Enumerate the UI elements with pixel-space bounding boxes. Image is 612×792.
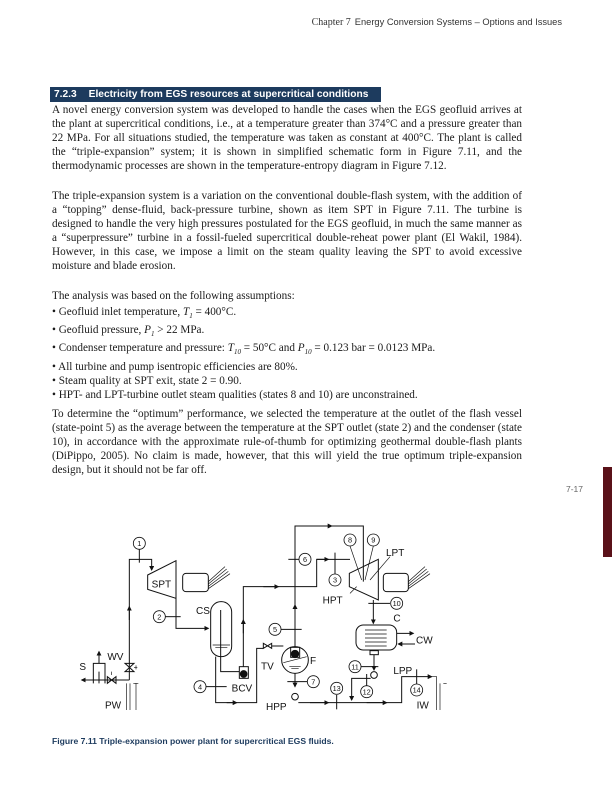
state-label: 11 <box>351 662 359 672</box>
label-wv: WV <box>107 652 124 663</box>
state-label: 10 <box>392 599 401 608</box>
assumptions-list <box>52 305 522 402</box>
state-label: 13 <box>332 684 341 693</box>
state-label: 1 <box>137 539 142 548</box>
figure-caption: Figure 7.11 Triple-expansion power plant for supercritical EGS fluids. <box>52 736 334 746</box>
label-f: F <box>310 656 317 667</box>
label-tv: TV <box>261 661 274 673</box>
state-label: 7 <box>311 677 316 687</box>
label-cw: CW <box>416 635 433 647</box>
state-label: 5 <box>272 625 278 634</box>
list-item: • Steam quality at SPT exit, state 2 = 0.90. <box>52 374 522 388</box>
label-bcv: BCV <box>231 683 253 695</box>
schematic-diagram <box>50 520 470 720</box>
list-item: • HPT- and LPT-turbine outlet steam qualities (states 8 and 10) are unconstrained. <box>52 388 522 402</box>
label-cs: CS <box>196 606 210 617</box>
state-label: 4 <box>197 682 203 692</box>
state-label: 6 <box>302 555 308 564</box>
state-label: 14 <box>412 685 421 695</box>
state-label: 8 <box>347 535 353 545</box>
label-lpt: LPT <box>386 548 405 559</box>
paragraph-assumptions-intro: The analysis was based on the following assumptions: <box>52 290 295 302</box>
section-heading <box>50 87 381 102</box>
list-item: • Geofluid pressure, $P_1 > 22$ MPa. <box>52 323 522 341</box>
production-pipe <box>129 559 151 680</box>
spt-generator <box>183 573 209 591</box>
label-hpp: HPP <box>266 702 287 713</box>
running-header <box>0 17 562 28</box>
state-label: 3 <box>332 575 338 585</box>
state-markers <box>133 534 422 698</box>
chapter-label: Chapter 7 <box>311 17 351 28</box>
section-number: 7.2.3 <box>54 89 77 100</box>
paragraph-triple-expansion: The triple-expansion system is a variation on the conventional double-flash system, with the addition of a “topping” dense-fluid, back-pressure turbine, shown as item SPT in Figure 7.11. The turbine is designed to handle the very high pressures postulated for the EGS geofluid, in much the same manner as a “superpressure” turbine in a fossil-fueled supercritical double-reheat power plant (El Wakil, 1984). However, in this case, we impose a limit on the steam quality leaving the SPT to avoid excessive moisture and blade erosion. <box>52 190 522 272</box>
page-number: 7-17 <box>566 484 584 494</box>
label-pw: PW <box>105 700 122 712</box>
state-label: 12 <box>362 687 371 697</box>
label-hpt: HPT <box>322 595 343 607</box>
throttle-valve <box>263 643 271 648</box>
list-item: • All turbine and pump isentropic efficiencies are 80%. <box>52 360 522 374</box>
label-iw: IW <box>416 700 429 712</box>
chapter-title: Energy Conversion Systems – Options and Issues <box>354 17 562 27</box>
label-s: S <box>79 662 87 673</box>
list-item: • Geofluid inlet temperature, $T_1 = 400^\circ C$. <box>52 305 522 323</box>
lpt-generator <box>383 573 408 591</box>
paragraph-intro: A novel energy conversion system was developed to handle the cases when the EGS geofluid arrives at the plant at supercritical conditions, i.e., at a temperature greater than 374°C and a pressure greater than 22 MPa. For all situations studied, the temperature was taken as constant at 400°C. The plant is called the “triple-expansion” system; it is shown in simplified schematic form in Figure 7.11, and the thermodynamic processes are shown in the temperature-entropy diagram in Figure 7.12. <box>52 104 522 172</box>
section-title: Electricity from EGS resources at supercritical conditions <box>88 89 369 100</box>
label-lpp: LPP <box>393 666 413 677</box>
label-c: C <box>393 613 401 625</box>
lpp-pump <box>371 672 378 679</box>
list-item: • Condenser temperature and pressure: $T_{10} = 50^\circ C$ and $P_{10} = 0.123$ bar = 0.0123 MPa. <box>52 341 522 359</box>
chapter-tab <box>603 467 612 557</box>
hpp-pump <box>292 693 299 700</box>
label-spt: SPT <box>151 579 172 591</box>
state-label: 9 <box>371 535 376 545</box>
paragraph-optimum: To determine the “optimum” performance, we selected the temperature at the outlet of the flash vessel (state-point 5) as the average between the temperature at the SPT outlet (state 2) and the condenser (state 10), in accordance with the approximate rule-of-thumb for optimizing geothermal double-flash plants (DiPippo, 2005). No claim is made, however, that this will yield the true optimum triple-expansion design, but it should not be far off. <box>52 408 522 476</box>
state-label: 2 <box>157 612 162 622</box>
